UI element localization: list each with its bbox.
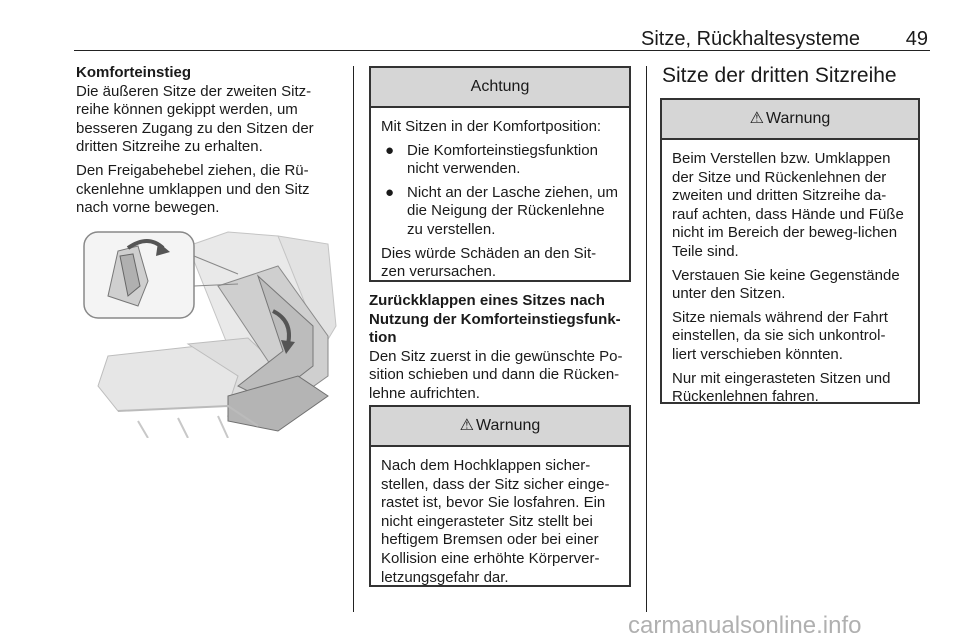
warning-box-1-body bbox=[371, 447, 629, 600]
left-column bbox=[76, 64, 338, 223]
bullet-item: ● Die Komforteinstiegsfunktion nicht verwenden. bbox=[385, 141, 598, 178]
caution-intro: Mit Sitzen in der Komfortposition: bbox=[381, 118, 602, 135]
page-header-title: Sitze, Rückhaltesysteme bbox=[641, 28, 860, 50]
warning-triangle-icon: ⚠ bbox=[459, 417, 474, 434]
warning-paragraph: Beim Verstellen bzw. Umklappen der Sitze und Rückenlehnen der zweiten und dritten Sitzreihe da-rauf achten, dass Hände und Füße nicht im Bereich der beweg-lichen Teile sind. bbox=[672, 150, 904, 260]
seat-illustration-svg bbox=[78, 226, 338, 438]
warning-text: Nach dem Hochklappen sicher-stellen, dass der Sitz sicher einge-rastet ist, bevor Sie losfahren. Ein nicht eingerasteter Sitz stellt bei heftigem Bremsen oder bei einer Kollision eine erhöhte Körperver-letzungsgefahr dar. bbox=[381, 457, 610, 586]
header-rule bbox=[74, 50, 930, 51]
section-heading-dritte-sitzreihe: Sitze der dritten Sitzreihe bbox=[662, 64, 897, 87]
section-heading-komforteinstieg: Komforteinstieg bbox=[76, 64, 192, 81]
warning-box-1 bbox=[369, 405, 631, 587]
caution-box-title: Achtung bbox=[371, 68, 629, 108]
middle-column bbox=[369, 292, 633, 409]
paragraph: Die äußeren Sitze der zweiten Sitz-reihe können gekippt werden, um besseren Zugang zu den Sitzen der dritten Sitzreihe zu erhalten. bbox=[76, 82, 314, 156]
column-divider-1 bbox=[353, 66, 354, 612]
page-number: 49 bbox=[905, 28, 928, 50]
section-heading-zurueckklappen: Zurückklappen eines Sitzes nach Nutzung der Komforteinstiegsfunk-tion bbox=[369, 292, 621, 347]
warning-paragraph: Sitze niemals während der Fahrt einstellen, da sie sich unkontrol-liert verschieben könnten. bbox=[672, 308, 888, 363]
caution-box-body bbox=[371, 108, 629, 295]
bullet-icon: ● bbox=[385, 183, 395, 201]
caution-box bbox=[369, 66, 631, 282]
warning-paragraph: Verstauen Sie keine Gegenstände unter den Sitzen. bbox=[672, 266, 900, 303]
paragraph: Den Sitz zuerst in die gewünschte Po-sition schieben und dann die Rücken-lehne aufrichten. bbox=[369, 347, 623, 402]
warning-paragraph: Nur mit eingerasteten Sitzen und Rückenlehnen fahren. bbox=[672, 369, 891, 406]
bullet-item: ● Nicht an der Lasche ziehen, um die Neigung der Rückenlehne zu verstellen. bbox=[385, 183, 618, 238]
paragraph: Den Freigabehebel ziehen, die Rü-ckenlehne umklappen und den Sitz nach vorne bewegen. bbox=[76, 161, 310, 217]
watermark: carmanualsonline.info bbox=[628, 612, 862, 639]
warning-box-2-body bbox=[662, 140, 918, 420]
warning-triangle-icon: ⚠ bbox=[749, 110, 764, 127]
warning-box-1-title: ⚠ Warnung bbox=[371, 407, 629, 447]
warning-box-2-title: ⚠ Warnung bbox=[662, 100, 918, 140]
caution-outro: Dies würde Schäden an den Sit-zen verursachen. bbox=[381, 244, 597, 281]
column-divider-2 bbox=[646, 66, 647, 612]
bullet-icon: ● bbox=[385, 141, 395, 159]
warning-box-2 bbox=[660, 98, 920, 404]
seat-illustration bbox=[78, 226, 338, 438]
